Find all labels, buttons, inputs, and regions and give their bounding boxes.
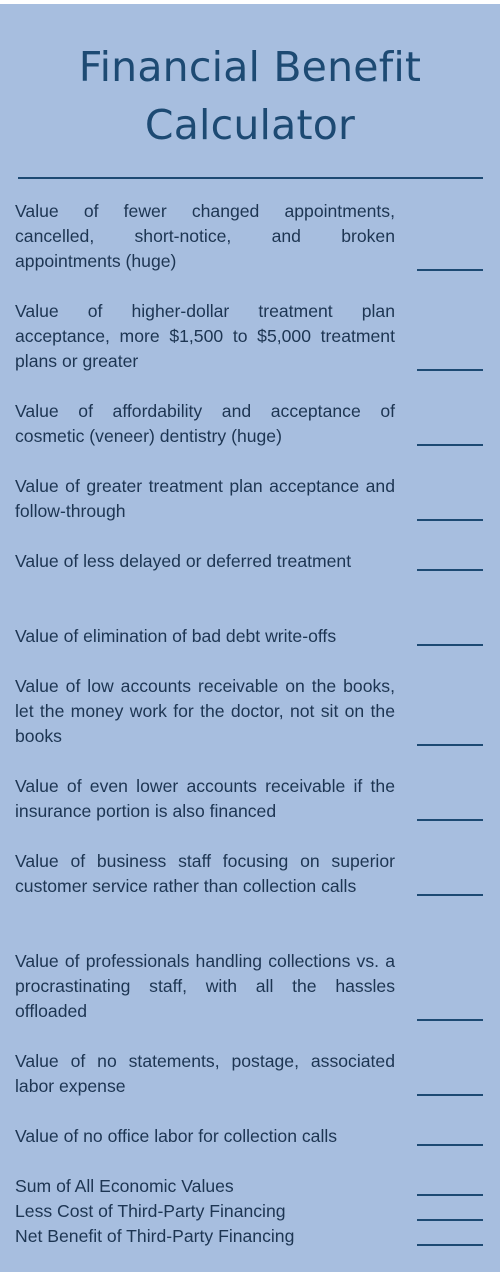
value-row [15,299,483,374]
value-label: Value of higher-dollar treatment plan acceptance, more $1,500 to $5,000 treatment plans or greater [15,301,395,371]
value-row [15,624,483,649]
value-row [15,1124,483,1149]
value-label: Value of less delayed or deferred treatment [15,551,352,571]
value-entry-line[interactable] [417,644,483,646]
value-row [15,399,483,449]
summary-entry-line[interactable] [417,1194,483,1196]
value-row [15,774,483,824]
calculator-panel [0,2,500,1272]
value-entry-line[interactable] [417,1019,483,1021]
value-label: Value of low accounts receivable on the books, let the money work for the doctor, not sit on the books [15,676,395,746]
value-entry-line[interactable] [417,744,483,746]
value-entry-line[interactable] [417,569,483,571]
title-line-2: Calculator [144,101,356,149]
value-entry-line[interactable] [417,1094,483,1096]
value-row [15,199,483,274]
value-entry-line[interactable] [417,444,483,446]
value-label: Value of greater treatment plan acceptance and follow-through [15,476,395,521]
value-row [15,949,483,1024]
value-row [15,674,483,749]
summary-label: Net Benefit of Third-Party Financing [15,1226,295,1246]
value-entry-line[interactable] [417,1144,483,1146]
title-divider [18,177,483,179]
value-label: Value of business staff focusing on superior customer service rather than collection calls [15,851,395,896]
value-label: Value of affordability and acceptance of cosmetic (veneer) dentistry (huge) [15,401,395,446]
value-label: Value of elimination of bad debt write-offs [15,626,337,646]
value-entry-line[interactable] [417,369,483,371]
summary-row-net [15,1224,483,1249]
summary-row-cost [15,1199,483,1224]
value-label: Value of professionals handling collections vs. a procrastinating staff, with all the hassles offloaded [15,951,395,1021]
summary-row-sum [15,1174,483,1199]
value-entry-line[interactable] [417,819,483,821]
value-row [15,849,483,899]
value-label: Value of no statements, postage, associated labor expense [15,1051,395,1096]
value-entry-line[interactable] [417,269,483,271]
value-label: Value of fewer changed appointments, cancelled, short-notice, and broken appointments (huge) [15,201,395,271]
title-line-1: Financial Benefit [78,43,422,91]
page-title [0,38,500,154]
value-row [15,1049,483,1099]
summary-label: Less Cost of Third-Party Financing [15,1201,286,1221]
value-label: Value of no office labor for collection calls [15,1126,338,1146]
summary-label: Sum of All Economic Values [15,1176,234,1196]
summary-entry-line[interactable] [417,1219,483,1221]
value-row [15,474,483,524]
value-row [15,549,483,574]
summary-entry-line[interactable] [417,1244,483,1246]
value-entry-line[interactable] [417,519,483,521]
value-label: Value of even lower accounts receivable if the insurance portion is also financed [15,776,395,821]
value-entry-line[interactable] [417,894,483,896]
